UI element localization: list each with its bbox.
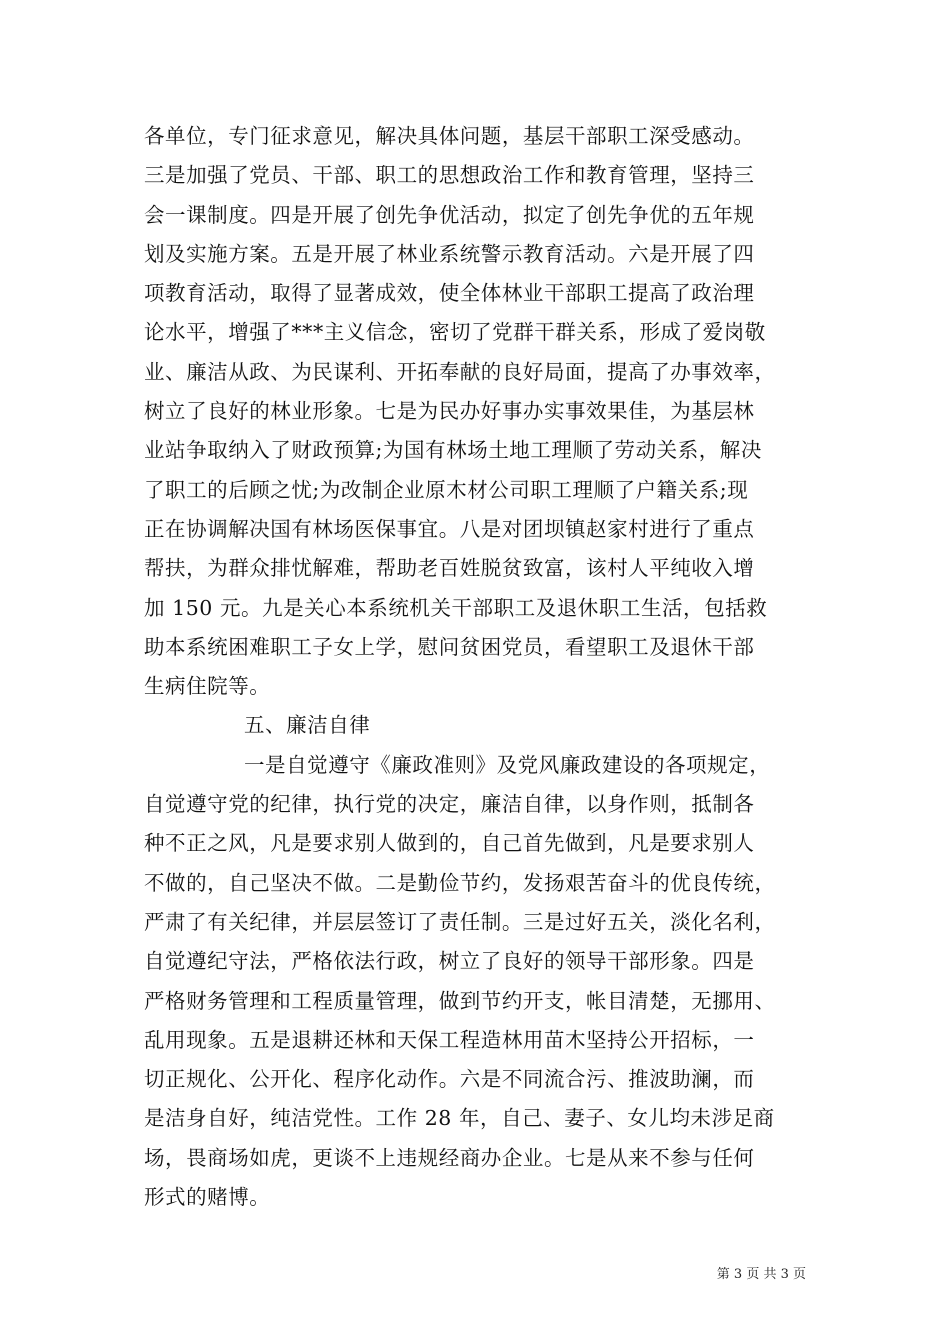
- paragraph-first-line: 一是自觉遵守《廉政准则》及党风廉政建设的各项规定，: [244, 752, 771, 777]
- text-line: 种不正之风，凡是要求别人做到的，自己首先做到，凡是要求别人: [144, 831, 755, 856]
- text-line: 自觉遵守党的纪律，执行党的决定，廉洁自律，以身作则，抵制各: [144, 792, 755, 817]
- text-line: 加 150 元。九是关心本系统机关干部职工及退休职工生活，包括救: [144, 595, 768, 620]
- text-line: 划及实施方案。五是开展了林业系统警示教育活动。六是开展了四: [144, 241, 755, 266]
- text-line: 形式的赌博。: [144, 1185, 271, 1210]
- text-line: 树立了良好的林业形象。七是为民办好事办实事效果佳，为基层林: [144, 399, 755, 424]
- text-line: 了职工的后顾之忧;为改制企业原木材公司职工理顺了户籍关系;现: [144, 477, 749, 502]
- text-line: 论水平，增强了***主义信念，密切了党群干群关系，形成了爱岗敬: [144, 320, 766, 345]
- text-line: 会一课制度。四是开展了创先争优活动，拟定了创先争优的五年规: [144, 202, 755, 227]
- text-line: 业、廉洁从政、为民谋利、开拓奉献的良好局面，提高了办事效率，: [144, 359, 776, 384]
- text-line: 严肃了有关纪律，并层层签订了责任制。三是过好五关，淡化名利，: [144, 909, 776, 934]
- text-line: 严格财务管理和工程质量管理，做到节约开支，帐目清楚，无挪用、: [144, 988, 776, 1013]
- section-heading: 五、廉洁自律: [244, 713, 371, 738]
- text-line: 切正规化、公开化、程序化动作。六是不同流合污、推波助澜，而: [144, 1067, 755, 1092]
- text-line: 帮扶，为群众排忧解难，帮助老百姓脱贫致富，该村人平纯收入增: [144, 556, 755, 581]
- text-line: 生病住院等。: [144, 674, 271, 699]
- text-line: 助本系统困难职工子女上学，慰问贫困党员，看望职工及退休干部: [144, 634, 755, 659]
- text-line: 业站争取纳入了财政预算;为国有林场土地工理顺了劳动关系，解决: [144, 438, 762, 463]
- text-line: 乱用现象。五是退耕还林和天保工程造林用苗木坚持公开招标，一: [144, 1027, 755, 1052]
- body-text: [144, 117, 814, 1217]
- text-line: 自觉遵纪守法，严格依法行政，树立了良好的领导干部形象。四是: [144, 949, 755, 974]
- text-line: 各单位，专门征求意见，解决具体问题，基层干部职工深受感动。: [144, 124, 755, 148]
- text-line: 是洁身自好，纯洁党性。工作 28 年，自己、妻子、女儿均未涉足商: [144, 1106, 775, 1131]
- text-line: 正在协调解决国有林场医保事宜。八是对团坝镇赵家村进行了重点: [144, 516, 755, 541]
- text-line: 场，畏商场如虎，更谈不上违规经商办企业。七是从来不参与任何: [144, 1145, 755, 1170]
- text-line: 三是加强了党员、干部、职工的思想政治工作和教育管理，坚持三: [144, 163, 755, 188]
- text-line: 不做的，自己坚决不做。二是勤俭节约，发扬艰苦奋斗的优良传统，: [144, 870, 776, 895]
- text-line: 项教育活动，取得了显著成效，使全体林业干部职工提高了政治理: [144, 281, 755, 306]
- page-number: 第 3 页 共 3 页: [716, 1267, 806, 1282]
